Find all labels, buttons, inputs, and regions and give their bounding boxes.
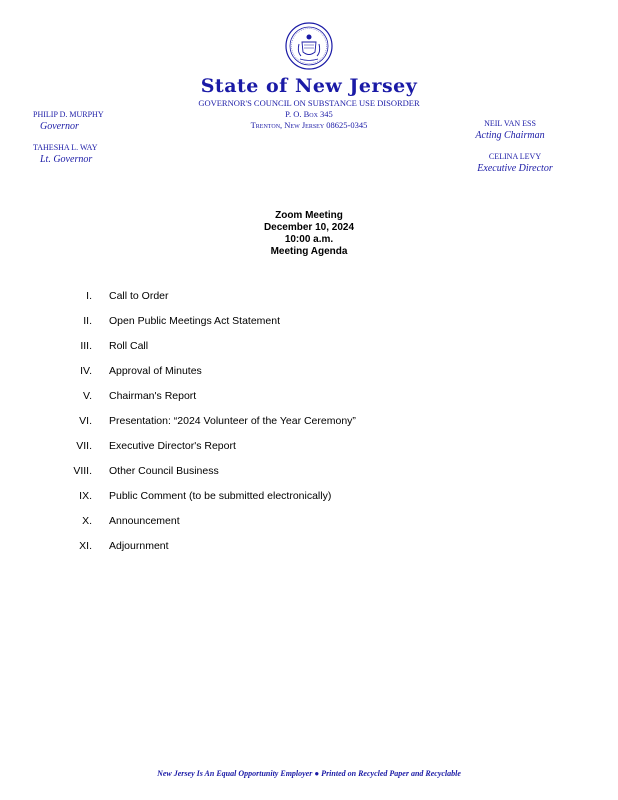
agenda-number: IV. bbox=[80, 365, 92, 377]
chairman-name: NEIL VAN ESS bbox=[484, 119, 536, 128]
agenda-number: VI. bbox=[79, 415, 92, 427]
agenda-number: V. bbox=[83, 390, 92, 402]
agenda-text: Public Comment (to be submitted electronically) bbox=[109, 490, 332, 502]
governor-name: PHILIP D. MURPHY bbox=[33, 110, 104, 119]
state-title: State of New Jersey bbox=[200, 75, 418, 97]
agency-name: GOVERNOR'S COUNCIL ON SUBSTANCE USE DISORDER bbox=[198, 98, 420, 108]
executive-director-title: Executive Director bbox=[477, 163, 553, 174]
chairman-title: Acting Chairman bbox=[475, 130, 545, 141]
governor-title: Governor bbox=[40, 121, 79, 132]
lt-governor-name: TAHESHA L. WAY bbox=[33, 143, 98, 152]
agenda-number: II. bbox=[83, 315, 92, 327]
agenda-item bbox=[0, 490, 618, 504]
agenda-number: IX. bbox=[79, 490, 92, 502]
agenda-text: Executive Director's Report bbox=[109, 440, 236, 452]
meeting-time: 10:00 a.m. bbox=[284, 234, 334, 245]
agenda-item bbox=[0, 340, 618, 354]
lt-governor-block bbox=[33, 142, 97, 166]
city-address: Trenton, New Jersey 08625-0345 bbox=[250, 120, 368, 130]
po-box: P. O. Box 345 bbox=[285, 109, 333, 119]
agenda-item bbox=[0, 365, 618, 379]
agenda-number: XI. bbox=[79, 540, 92, 552]
agenda-item bbox=[0, 390, 618, 404]
lt-governor-title: Lt. Governor bbox=[40, 154, 93, 165]
agenda-number: I. bbox=[86, 290, 92, 302]
agenda-text: Adjournment bbox=[109, 540, 169, 552]
agenda-item bbox=[0, 290, 618, 304]
agenda-item bbox=[0, 540, 618, 554]
governor-block bbox=[33, 109, 104, 133]
meeting-date: December 10, 2024 bbox=[263, 222, 355, 233]
executive-director-block bbox=[455, 151, 575, 175]
agenda-number: VII. bbox=[76, 440, 92, 452]
agenda-text: Presentation: “2024 Volunteer of the Year Ceremony” bbox=[109, 415, 356, 427]
agenda-item bbox=[0, 315, 618, 329]
meeting-heading: Meeting Agenda bbox=[270, 246, 348, 257]
agenda-text: Approval of Minutes bbox=[109, 365, 202, 377]
state-seal-icon bbox=[285, 22, 333, 70]
agenda-text: Other Council Business bbox=[109, 465, 219, 477]
agenda-number: VIII. bbox=[73, 465, 92, 477]
agenda-item bbox=[0, 415, 618, 429]
chairman-block bbox=[450, 118, 570, 142]
agenda-text: Call to Order bbox=[109, 290, 169, 302]
agenda-item bbox=[0, 440, 618, 454]
agenda-number: III. bbox=[80, 340, 92, 352]
agenda-number: X. bbox=[82, 515, 92, 527]
agenda-item bbox=[0, 515, 618, 529]
executive-director-name: CELINA LEVY bbox=[488, 152, 542, 161]
meeting-info bbox=[0, 210, 618, 258]
agenda-text: Roll Call bbox=[109, 340, 149, 352]
agenda-item bbox=[0, 465, 618, 479]
footer-note: New Jersey Is An Equal Opportunity Employer ● Printed on Recycled Paper and Recyclable bbox=[157, 769, 461, 778]
agenda-text: Chairman's Report bbox=[109, 390, 197, 402]
agenda-text: Announcement bbox=[109, 515, 180, 527]
meeting-type: Zoom Meeting bbox=[275, 210, 343, 221]
agenda-text: Open Public Meetings Act Statement bbox=[109, 315, 281, 327]
